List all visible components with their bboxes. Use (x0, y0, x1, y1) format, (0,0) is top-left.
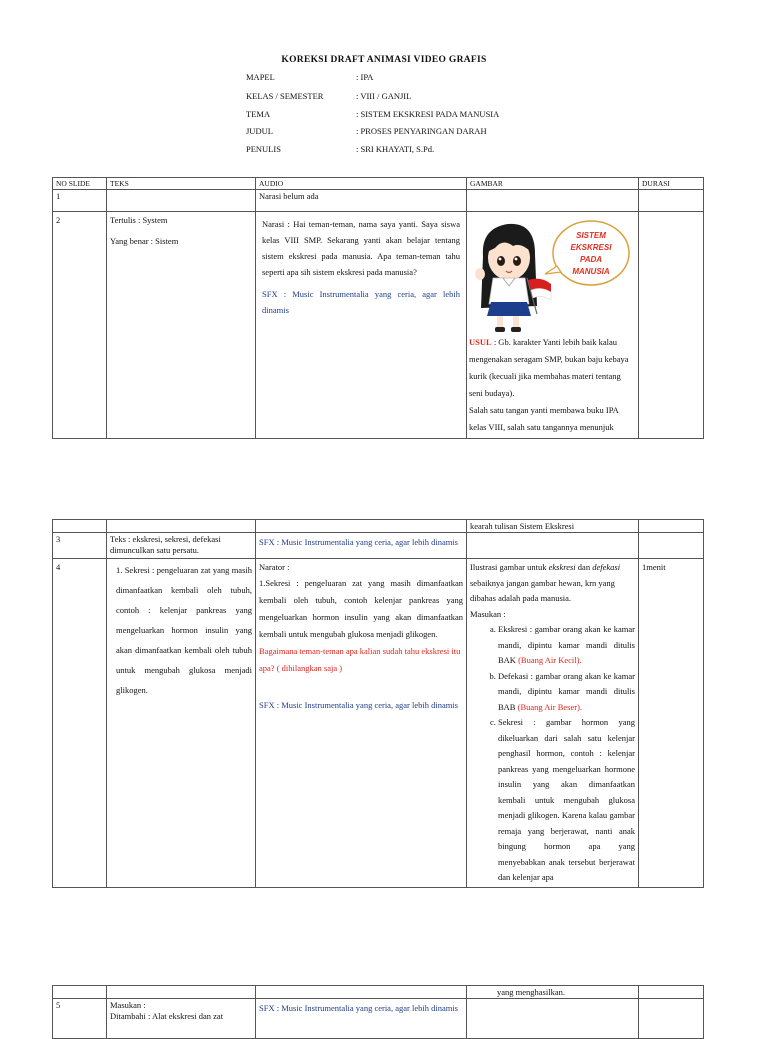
row-4-narasi: 1.Sekresi : pengeluaran zat yang masih dimanfaatkan kembali oleh tubuh, contoh kelenjar pankreas yang mengeluarkan hormon insulin yang akan dimanfaatkan kembali untuk mengubah glukosa menjadi glikogen. (259, 578, 463, 639)
intro-text: sebaiknya jangan gambar hewan, krn yang dibahas adalah pada manusia. (470, 577, 615, 603)
row-1-gambar (467, 190, 639, 212)
row-1-teks (107, 190, 256, 212)
row-5-teks (107, 999, 256, 1039)
row-2-teks-correct: Yang benar : Sistem (110, 236, 179, 246)
row-3-teks: Teks : ekskresi, sekresi, defekasi dimunculkan satu persatu. (107, 533, 256, 559)
table-row (53, 190, 704, 212)
cont-empty (639, 520, 704, 533)
row-5-gambar (467, 999, 639, 1039)
cont-empty (107, 520, 256, 533)
row-2-narasi: Narasi : Hai teman-teman, nama saya yanti. Saya siswa kelas VIII SMP. Sekarang yanti akan belajar tentang sistem ekskresi pada manusia. Apa teman-teman tahu seperti apa sih sistem ekskresi pada manusia? (262, 219, 460, 277)
row-2-gambar (467, 212, 639, 439)
row-1-no: 1 (53, 190, 107, 212)
row-4-red-note: Bagaimana teman-teman apa kalian sudah tahu ekskresi itu apa? ( dihilangkan saja ) (259, 646, 461, 673)
header-audio: AUDIO (256, 178, 467, 190)
yanti-character-icon (473, 216, 633, 334)
cont-empty (53, 986, 107, 999)
row-4-teks (107, 559, 256, 888)
meta-value: : PROSES PENYARINGAN DARAH (356, 126, 487, 136)
intro-text: Ilustrasi gambar untuk (470, 562, 549, 572)
cont-empty (256, 986, 467, 999)
table-header-row (53, 178, 704, 190)
row-3-durasi (639, 533, 704, 559)
row-5-no: 5 (53, 999, 107, 1039)
table-row (53, 999, 704, 1039)
row-3-audio: SFX : Music Instrumentalia yang ceria, agar lebih dinamis (256, 533, 467, 559)
item-red-text: (Buang Air Beser). (517, 701, 583, 712)
row-2-durasi (639, 212, 704, 439)
storyboard-table-page-1 (52, 177, 704, 439)
bubble-line-2: EKSKRESI (570, 243, 611, 252)
bubble-line-3: PADA (579, 255, 602, 264)
item-text: Ekskresi : gambar orang akan ke kamar mandi, dipintu kamar mandi ditulis BAK (498, 624, 635, 665)
header-teks: TEKS (107, 178, 256, 190)
row-1-audio: Narasi belum ada (256, 190, 467, 212)
cont-empty (53, 520, 107, 533)
cont-empty (256, 520, 467, 533)
row-4-gambar (467, 559, 639, 888)
row-4-masukan: Masukan : (470, 608, 506, 619)
row-3-no: 3 (53, 533, 107, 559)
row-4-narator: Narator : (259, 562, 290, 572)
character-illustration (473, 216, 633, 334)
table-row-continued (53, 986, 704, 999)
cont-empty (107, 986, 256, 999)
usul-text: : Gb. karakter Yanti lebih baik kalau mengenakan seragam SMP, bukan baju kebaya kurik (kecuali jika membahas materi tentang seni budaya). (469, 337, 629, 398)
item-text: Defekasi : gambar orang akan ke kamar mandi, dipintu kamar mandi ditulis BAB (498, 670, 635, 712)
row-2-audio (256, 212, 467, 439)
intro-italic: defekasi (592, 562, 621, 572)
cont-empty (639, 986, 704, 999)
header-gambar: GAMBAR (467, 178, 639, 190)
row-4-masukan-list (470, 622, 635, 886)
table-row-continued (53, 520, 704, 533)
table-row (53, 212, 704, 439)
intro-italic: ekskresi (548, 562, 576, 572)
row-4-sfx: SFX : Music Instrumentalia yang ceria, agar lebih dinamis (259, 700, 458, 710)
row-2-teks (107, 212, 256, 439)
row-4-audio (256, 559, 467, 888)
row-5-audio: SFX : Music Instrumentalia yang ceria, agar lebih dinamis (256, 999, 467, 1039)
row-2-teks-written: Tertulis : System (110, 215, 168, 225)
row-5-ditambahi: Ditambahi : Alat ekskresi dan zat (110, 1011, 224, 1021)
meta-value: : IPA (356, 72, 374, 82)
row-5-durasi (639, 999, 704, 1039)
meta-value: : SRI KHAYATI, S.Pd. (356, 144, 435, 154)
list-item (498, 622, 635, 669)
row-4-teks-body: 1. Sekresi : pengeluaran zat yang masih dimanfaatkan kembali oleh tubuh, contoh : kelenjar pankreas yang mengeluarkan hormon insulin yang akan dimanfaatkan kembali oleh tubuh untuk mengubah glukosa menjadi glikogen. (116, 565, 252, 695)
item-text: Sekresi : gambar hormon yang dikeluarkan dari salah satu kelenjar penghasil hormon, contoh : kelenjar pankreas yang mengeluarkan hormone insulin yang akan dimanfaatkan kembali untuk mengubah glukosa menjadi glikogen. Karena kalau gambar remaja yang berjerawat, nanti anak bingung hormon apa yang menyebabkan anak tersebut berjerawat dan kelenjar apa (498, 717, 635, 882)
row-2-gambar-continued: kearah tulisan Sistem Ekskresi (467, 520, 639, 533)
document-title: KOREKSI DRAFT ANIMASI VIDEO GRAFIS (281, 55, 487, 65)
meta-label: TEMA (246, 109, 271, 119)
list-item (498, 715, 635, 886)
row-2-gambar-note: Salah satu tangan yanti membawa buku IPA kelas VIII, salah satu tangannya menunjuk (469, 405, 619, 432)
usul-label: USUL (469, 337, 492, 347)
meta-label: JUDUL (246, 126, 273, 136)
storyboard-table-page-3 (52, 985, 704, 1039)
intro-text: dan (575, 562, 593, 572)
row-5-masukan: Masukan : (110, 1000, 146, 1010)
row-1-durasi (639, 190, 704, 212)
meta-label: PENULIS (246, 144, 281, 154)
header-durasi: DURASI (639, 178, 704, 190)
row-4-no: 4 (53, 559, 107, 888)
table-row (53, 533, 704, 559)
meta-value: : VIII / GANJIL (356, 91, 412, 101)
meta-label: KELAS / SEMESTER (246, 91, 324, 101)
row-3-gambar (467, 533, 639, 559)
bubble-line-1: SISTEM (575, 231, 606, 240)
row-4-gambar-continued: yang menghasilkan. (467, 986, 639, 999)
storyboard-table-page-2 (52, 519, 704, 888)
row-4-gambar-intro (470, 560, 635, 607)
header-no-slide: NO SLIDE (53, 178, 107, 190)
meta-label: MAPEL (246, 72, 275, 82)
row-4-durasi: 1menit (639, 559, 704, 888)
item-red-text: (Buang Air Kecil). (518, 655, 582, 665)
row-2-usul (469, 334, 636, 402)
bubble-line-4: MANUSIA (571, 267, 610, 276)
row-2-no: 2 (53, 212, 107, 439)
meta-value: : SISTEM EKSKRESI PADA MANUSIA (356, 109, 500, 119)
list-item (498, 669, 635, 716)
table-row (53, 559, 704, 888)
row-2-sfx: SFX : Music Instrumentalia yang ceria, agar lebih dinamis (262, 289, 460, 315)
